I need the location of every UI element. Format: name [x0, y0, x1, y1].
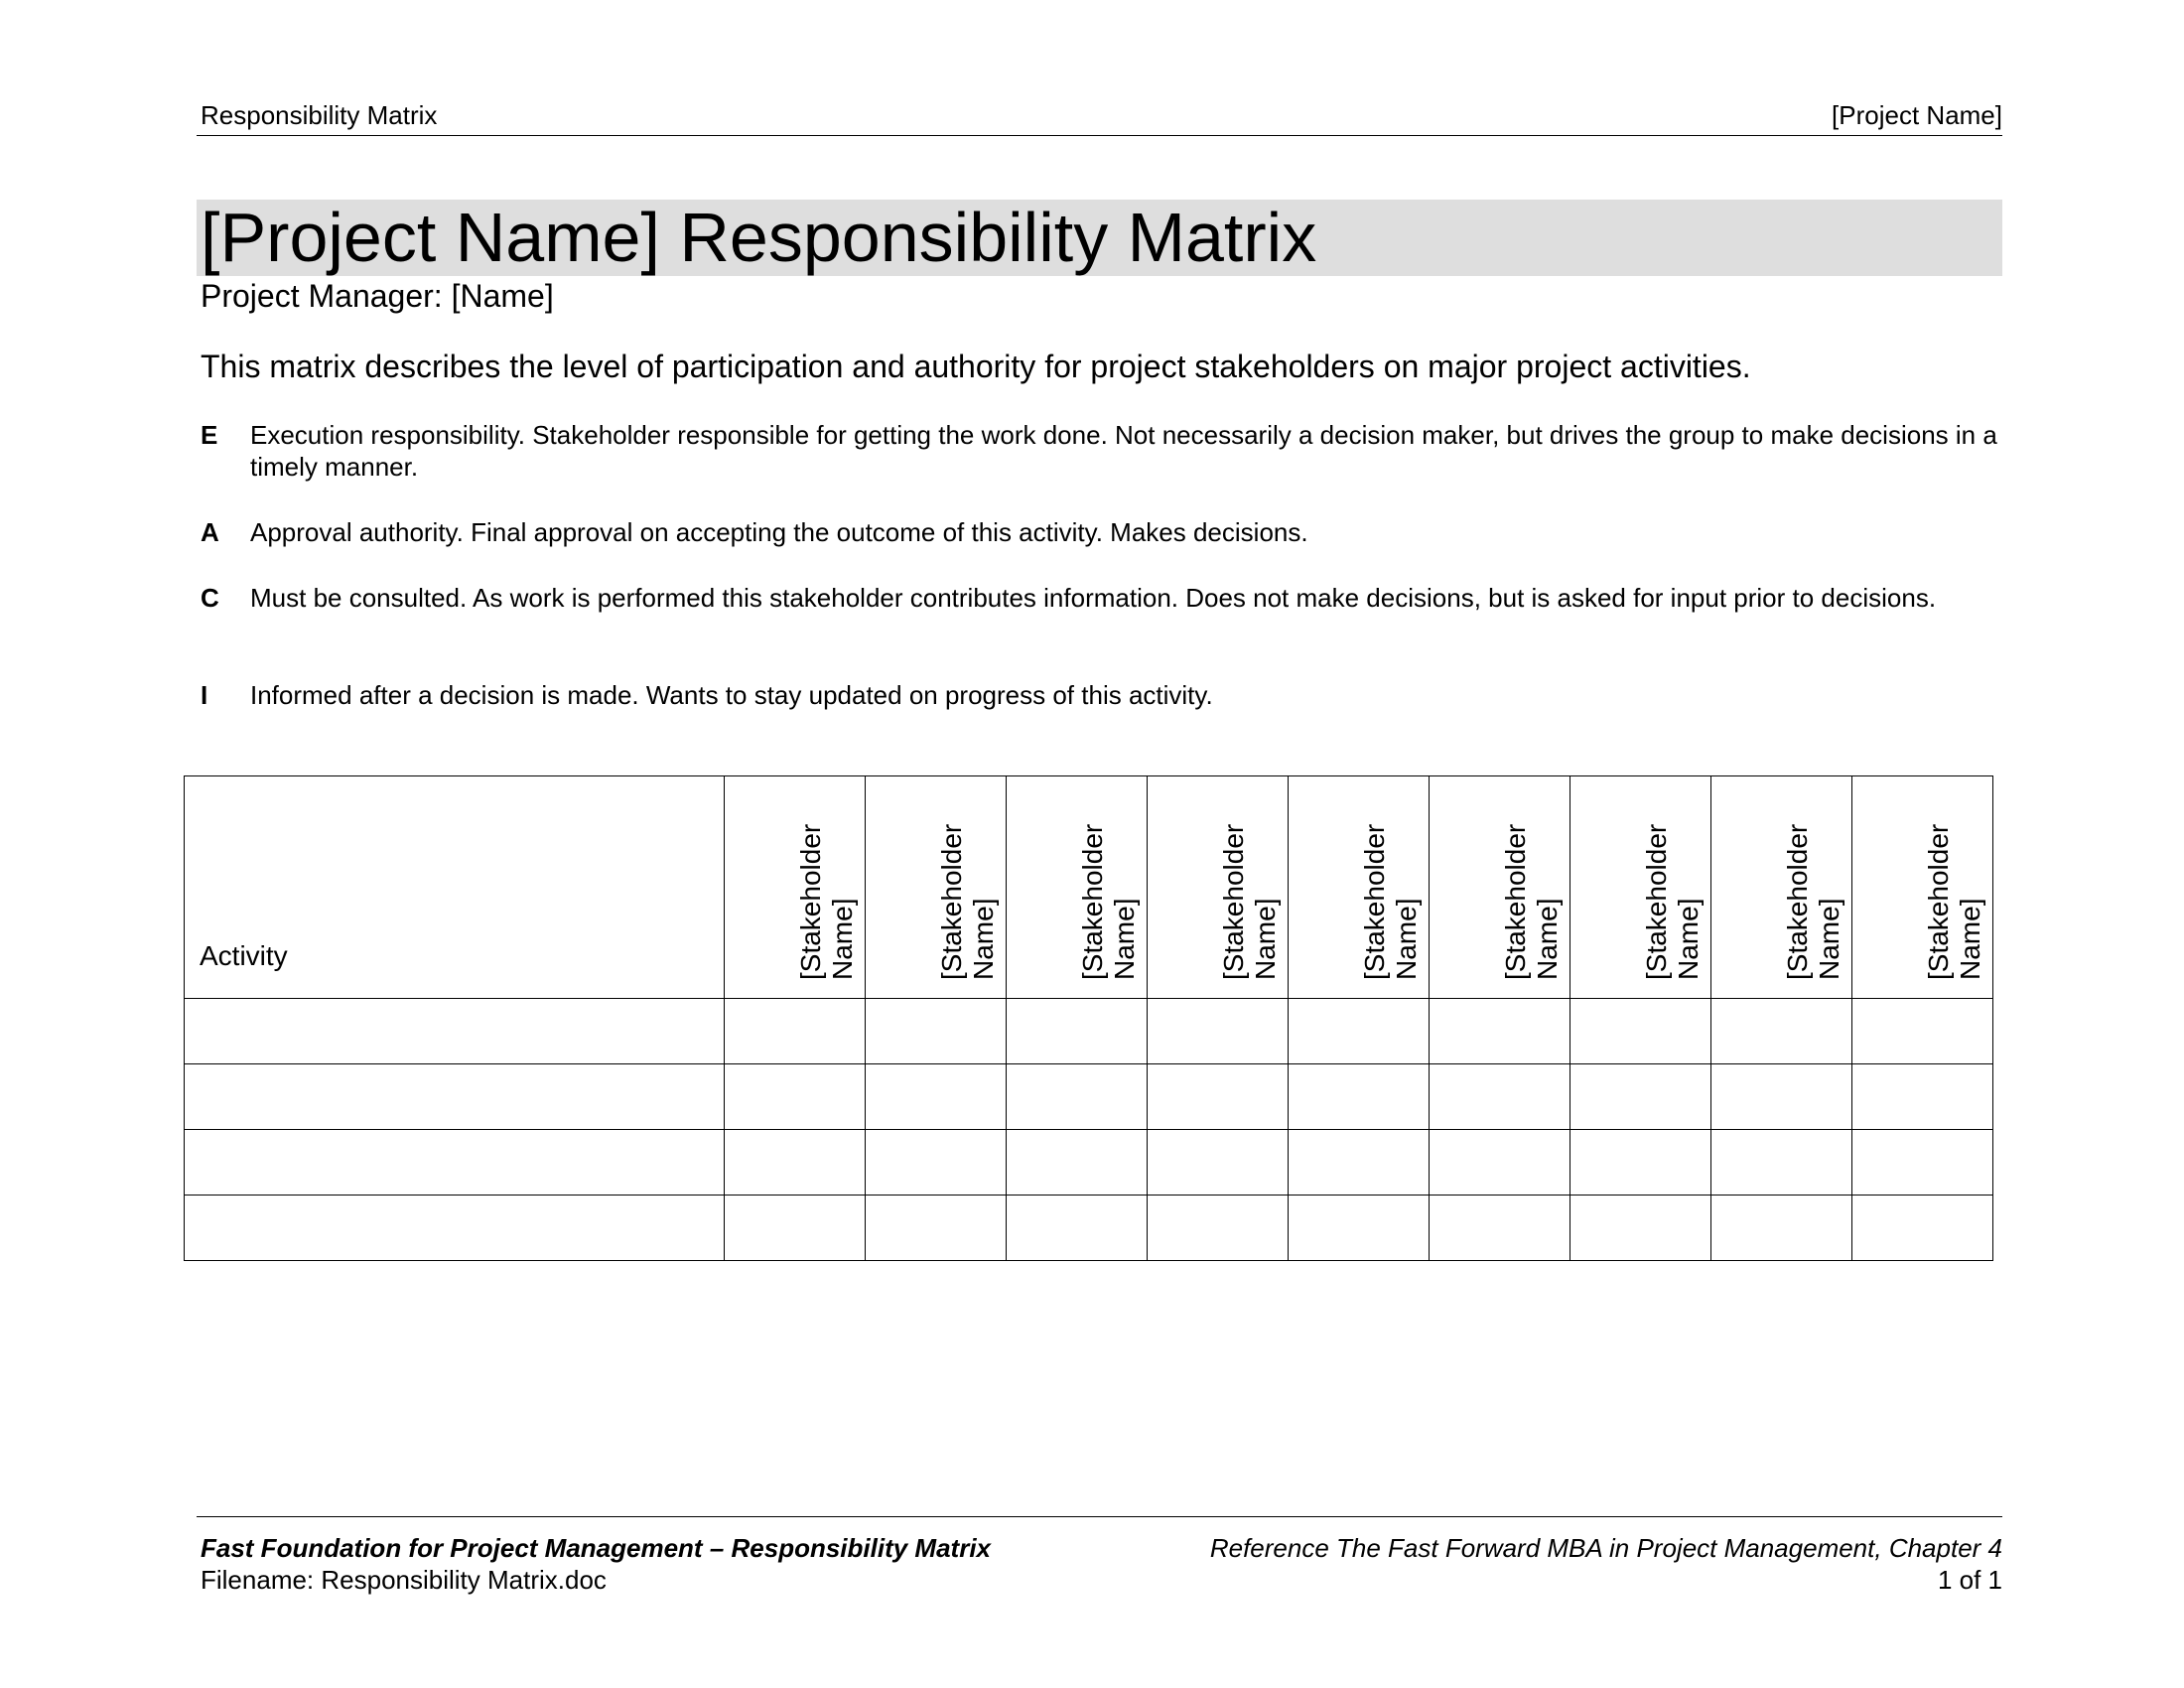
stakeholder-label: [Stakeholder Name]	[1640, 823, 1704, 980]
responsibility-cell[interactable]	[1007, 999, 1148, 1064]
table-row	[185, 999, 1993, 1064]
responsibility-matrix-table	[184, 775, 1993, 1261]
legend-text: Execution responsibility. Stakeholder responsible for getting the work done. Not necessarily a decision maker, but drives the group to make decisions in a timely manner.	[250, 420, 1997, 482]
responsibility-cell[interactable]	[1148, 1196, 1289, 1261]
responsibility-cell[interactable]	[1711, 1196, 1852, 1261]
stakeholder-label: [Stakeholder Name]	[1076, 823, 1140, 980]
header-doc-title: Responsibility Matrix	[201, 100, 438, 130]
responsibility-cell[interactable]	[1148, 1064, 1289, 1130]
table-row	[185, 1064, 1993, 1130]
header-project-name: [Project Name]	[1832, 100, 2002, 130]
responsibility-cell[interactable]	[1430, 1064, 1570, 1130]
responsibility-cell[interactable]	[1852, 1130, 1993, 1196]
legend-key: I	[201, 680, 208, 710]
activity-cell[interactable]	[185, 1130, 725, 1196]
responsibility-cell[interactable]	[725, 1064, 866, 1130]
header-rule	[197, 135, 2002, 136]
responsibility-cell[interactable]	[1007, 1196, 1148, 1261]
activity-cell[interactable]	[185, 1196, 725, 1261]
responsibility-cell[interactable]	[1852, 1196, 1993, 1261]
legend-key: C	[201, 583, 219, 613]
responsibility-cell[interactable]	[1711, 1130, 1852, 1196]
stakeholder-header[interactable]	[1430, 776, 1570, 999]
responsibility-cell[interactable]	[725, 999, 866, 1064]
activity-cell[interactable]	[185, 999, 725, 1064]
stakeholder-header[interactable]	[1570, 776, 1711, 999]
legend-key: A	[201, 517, 219, 547]
stakeholder-header[interactable]	[1007, 776, 1148, 999]
responsibility-cell[interactable]	[1148, 999, 1289, 1064]
responsibility-cell[interactable]	[1007, 1130, 1148, 1196]
legend-item-c	[201, 582, 2002, 614]
responsibility-cell[interactable]	[1289, 999, 1430, 1064]
responsibility-cell[interactable]	[866, 999, 1007, 1064]
stakeholder-label: [Stakeholder Name]	[1922, 823, 1985, 980]
responsibility-cell[interactable]	[1570, 1064, 1711, 1130]
footer-page-number: 1 of 1	[1937, 1565, 2002, 1595]
legend-text: Approval authority. Final approval on accepting the outcome of this activity. Makes decisions.	[250, 517, 1308, 547]
responsibility-cell[interactable]	[1430, 1196, 1570, 1261]
stakeholder-label: [Stakeholder Name]	[1217, 823, 1281, 980]
footer-rule	[197, 1516, 2002, 1517]
table-row	[185, 1196, 1993, 1261]
responsibility-cell[interactable]	[1852, 1064, 1993, 1130]
table-header-row	[185, 776, 1993, 999]
responsibility-cell[interactable]	[866, 1064, 1007, 1130]
project-manager: Project Manager: [Name]	[201, 278, 554, 314]
responsibility-cell[interactable]	[1570, 1130, 1711, 1196]
legend-text: Must be consulted. As work is performed this stakeholder contributes information. Does not make decisions, but is asked for input prior to decisions.	[250, 583, 1937, 613]
responsibility-cell[interactable]	[725, 1130, 866, 1196]
stakeholder-header[interactable]	[1711, 776, 1852, 999]
legend-text: Informed after a decision is made. Wants to stay updated on progress of this activity.	[250, 680, 1213, 710]
stakeholder-label: [Stakeholder Name]	[1499, 823, 1563, 980]
responsibility-cell[interactable]	[1852, 999, 1993, 1064]
footer-filename: Filename: Responsibility Matrix.doc	[201, 1565, 607, 1595]
responsibility-cell[interactable]	[1289, 1130, 1430, 1196]
activity-cell[interactable]	[185, 1064, 725, 1130]
stakeholder-label: [Stakeholder Name]	[794, 823, 858, 980]
responsibility-cell[interactable]	[866, 1130, 1007, 1196]
footer-title: Fast Foundation for Project Management – Responsibility Matrix	[201, 1533, 991, 1563]
legend-item-i	[201, 679, 2002, 711]
page-title: [Project Name] Responsibility Matrix	[201, 199, 1317, 276]
responsibility-cell[interactable]	[1430, 1130, 1570, 1196]
stakeholder-label: [Stakeholder Name]	[935, 823, 999, 980]
responsibility-cell[interactable]	[1007, 1064, 1148, 1130]
responsibility-cell[interactable]	[1570, 1196, 1711, 1261]
table-row	[185, 1130, 1993, 1196]
legend-item-e	[201, 419, 2002, 483]
stakeholder-label: [Stakeholder Name]	[1781, 823, 1844, 980]
legend-item-a	[201, 516, 2002, 548]
stakeholder-header[interactable]	[1852, 776, 1993, 999]
activity-header: Activity	[185, 776, 725, 999]
responsibility-cell[interactable]	[1289, 1196, 1430, 1261]
responsibility-cell[interactable]	[1430, 999, 1570, 1064]
legend-key: E	[201, 420, 218, 450]
stakeholder-header[interactable]	[866, 776, 1007, 999]
responsibility-cell[interactable]	[1289, 1064, 1430, 1130]
footer-reference: Reference The Fast Forward MBA in Project Management, Chapter 4	[1209, 1533, 2002, 1563]
responsibility-cell[interactable]	[1711, 1064, 1852, 1130]
responsibility-cell[interactable]	[1148, 1130, 1289, 1196]
stakeholder-label: [Stakeholder Name]	[1358, 823, 1422, 980]
responsibility-cell[interactable]	[1570, 999, 1711, 1064]
intro-text: This matrix describes the level of participation and authority for project stakeholders on major project activities.	[201, 349, 1751, 384]
stakeholder-header[interactable]	[725, 776, 866, 999]
stakeholder-header[interactable]	[1148, 776, 1289, 999]
responsibility-cell[interactable]	[1711, 999, 1852, 1064]
responsibility-cell[interactable]	[725, 1196, 866, 1261]
responsibility-cell[interactable]	[866, 1196, 1007, 1261]
stakeholder-header[interactable]	[1289, 776, 1430, 999]
